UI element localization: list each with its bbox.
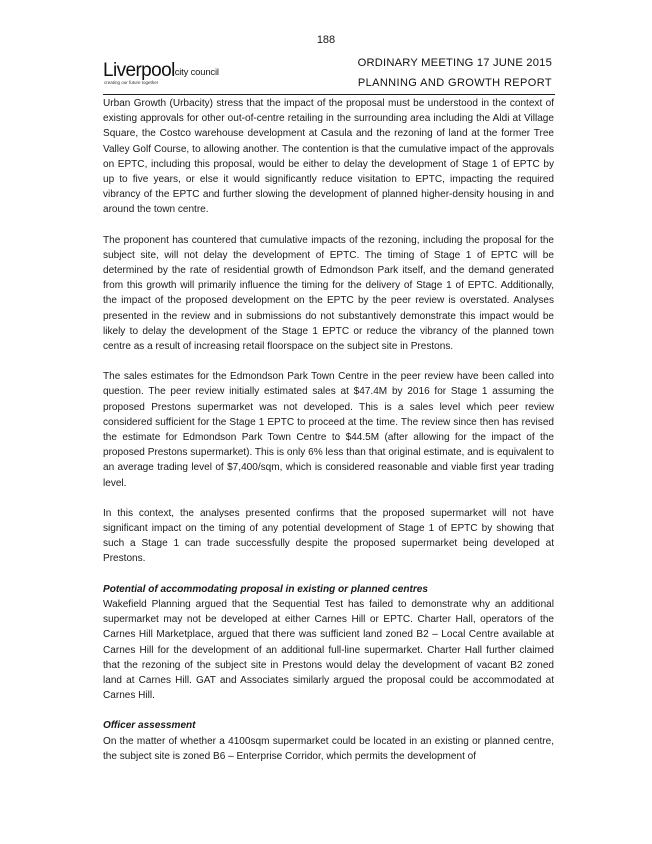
logo-wordmark: Liverpool (103, 60, 175, 81)
paragraph-sales-estimates: The sales estimates for the Edmondson Park Town Centre in the peer review have been called into question. The peer review initially estimated sales at $47.4M by 2016 for Stage 1 assuming the proposed Prestons supermarket was not developed. This is a sales level which peer review considered sufficient for the Stage 1 EPTC to proceed at the time. The review since then has revised the estimate for Edmondson Park Town Centre to $44.5M (after allowing for the impact of the proposed Prestons supermarket). This is only 6% less than that original estimate, and is equivalent to an average trading level of $7,400/sqm, which is considered reasonable and viable first year trading level. (103, 371, 554, 489)
logo-suffix: city council (174, 67, 219, 78)
meeting-title: ORDINARY MEETING 17 JUNE 2015 (357, 57, 552, 69)
report-body (103, 96, 554, 764)
report-title: PLANNING AND GROWTH REPORT (357, 77, 552, 89)
section-heading-officer: Officer assessment (103, 720, 196, 732)
paragraph-cumulative-impact: Urban Growth (Urbacity) stress that the impact of the proposal must be understood in the context of existing approvals for other out-of-centre retailing in the surrounding area including the Aldi at Village Square, the Costco warehouse development at Casula and the rezoning of land at the former Tree Valley Golf Course, to allowing another. The contention is that the cumulative impact of the approvals on EPTC, including this proposal, would be either to delay the development of Stage 1 of EPTC by up to five years, or else it would significantly reduce visitation to EPTC, impacting the required vibrancy of the EPTC and further slowing the development of planned higher-density housing in and around the town centre. (103, 98, 554, 216)
section-heading-centres: Potential of accommodating proposal in existing or planned centres (103, 583, 428, 595)
paragraph-officer-assessment: On the matter of whether a 4100sqm supermarket could be located in an existing or planned centre, the subject site is zoned B6 – Enterprise Corridor, which permits the development of (103, 735, 554, 762)
paragraph-context: In this context, the analyses presented confirms that the proposed supermarket will not have significant impact on the timing of any potential development of Stage 1 of EPTC by showing that such a Stage 1 can trade successfully despite the proposed supermarket being developed at Prestons. (103, 507, 554, 565)
logo-tagline: creating our future together (104, 80, 159, 85)
page-number: 188 (316, 34, 336, 46)
council-logo (103, 60, 219, 85)
paragraph-submissions: Wakefield Planning argued that the Sequential Test has failed to demonstrate why an additional supermarket may not be developed at either Carnes Hill or EPTC. Charter Hall, operators of the Carnes Hill Marketplace, argued that there was sufficient land zoned B2 – Local Centre available at Carnes Hill for the development of an additional full-line supermarket. Charter Hall further claimed that the rezoning of the subject site in Prestons would delay the development of vacant B2 zoned land at Carnes Hill. GAT and Associates similarly argued the proposal could be accommodated at Carnes Hill. (103, 598, 554, 702)
header-divider (103, 94, 555, 95)
paragraph-proponent-response: The proponent has countered that cumulative impacts of the rezoning, including the proposal for the subject site, will not delay the development of EPTC. The timing of Stage 1 of EPTC will be determined by the rate of residential growth of Edmondson Park itself, and the demand generated from this growth will primarily influence the timing for the delivery of Stage 1 of EPTC. Additionally, the impact of the proposed development on the EPTC by the peer review is overstated. Analyses presented in the review and in submissions do not substantively demonstrate this impact would be likely to delay the development of the Stage 1 EPTC or reduce the vibrancy of the planned town centre as a result of increasing retail floorspace on the subject site in Prestons. (103, 234, 554, 353)
